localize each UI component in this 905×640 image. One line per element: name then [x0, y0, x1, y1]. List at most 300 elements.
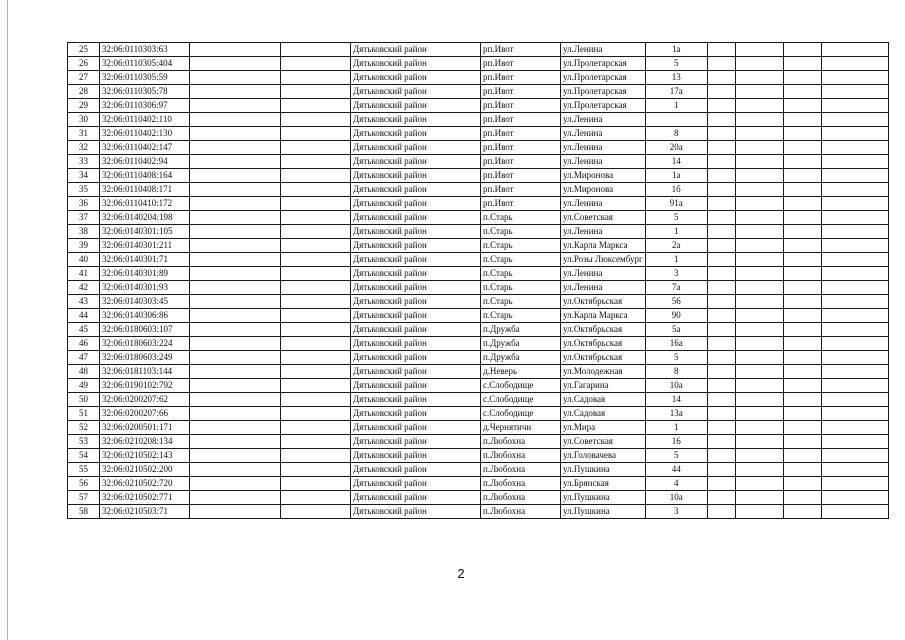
settlement-cell: рп.Ивот [481, 155, 561, 169]
cadastral-number-cell: 32:06:0180603:224 [100, 337, 190, 351]
district-cell: Дятьковский район [351, 127, 481, 141]
cadastral-number-cell: 32:06:0210503:71 [100, 505, 190, 519]
street-cell: ул.Ленина [561, 281, 646, 295]
empty-cell [190, 141, 281, 155]
table-row [68, 127, 889, 141]
settlement-cell: п.Любохна [481, 463, 561, 477]
empty-cell [783, 463, 821, 477]
empty-cell [821, 421, 888, 435]
empty-cell [707, 309, 735, 323]
empty-cell [821, 169, 888, 183]
row-number-cell: 55 [68, 463, 100, 477]
house-number-cell: 3 [645, 505, 707, 519]
row-number-cell: 29 [68, 99, 100, 113]
empty-cell [707, 113, 735, 127]
empty-cell [821, 281, 888, 295]
table-row [68, 491, 889, 505]
street-cell: ул.Октябрьская [561, 323, 646, 337]
district-cell: Дятьковский район [351, 281, 481, 295]
empty-cell [190, 463, 281, 477]
empty-cell [281, 365, 351, 379]
empty-cell [707, 421, 735, 435]
cadastral-number-cell: 32:06:0140204:198 [100, 211, 190, 225]
empty-cell [190, 57, 281, 71]
table-row [68, 365, 889, 379]
empty-cell [735, 253, 783, 267]
empty-cell [281, 309, 351, 323]
empty-cell [281, 99, 351, 113]
empty-cell [821, 323, 888, 337]
table-row [68, 239, 889, 253]
empty-cell [821, 113, 888, 127]
settlement-cell: рп.Ивот [481, 127, 561, 141]
house-number-cell: 90 [645, 309, 707, 323]
house-number-cell: 1 [645, 253, 707, 267]
house-number-cell: 14 [645, 393, 707, 407]
empty-cell [735, 407, 783, 421]
table-row [68, 183, 889, 197]
empty-cell [707, 71, 735, 85]
settlement-cell: рп.Ивот [481, 43, 561, 57]
empty-cell [707, 211, 735, 225]
district-cell: Дятьковский район [351, 491, 481, 505]
empty-cell [707, 43, 735, 57]
empty-cell [190, 449, 281, 463]
empty-cell [707, 239, 735, 253]
empty-cell [735, 57, 783, 71]
empty-cell [707, 253, 735, 267]
settlement-cell: с.Слободище [481, 407, 561, 421]
row-number-cell: 49 [68, 379, 100, 393]
row-number-cell: 30 [68, 113, 100, 127]
settlement-cell: рп.Ивот [481, 141, 561, 155]
empty-cell [735, 449, 783, 463]
row-number-cell: 35 [68, 183, 100, 197]
empty-cell [707, 225, 735, 239]
house-number-cell: 2а [645, 239, 707, 253]
empty-cell [821, 491, 888, 505]
district-cell: Дятьковский район [351, 379, 481, 393]
settlement-cell: рп.Ивот [481, 85, 561, 99]
empty-cell [735, 239, 783, 253]
table-row [68, 57, 889, 71]
row-number-cell: 54 [68, 449, 100, 463]
empty-cell [190, 295, 281, 309]
empty-cell [707, 435, 735, 449]
empty-cell [281, 477, 351, 491]
street-cell: ул.Розы Люксембург [561, 253, 646, 267]
empty-cell [190, 71, 281, 85]
empty-cell [190, 421, 281, 435]
empty-cell [281, 267, 351, 281]
empty-cell [281, 393, 351, 407]
house-number-cell: 17а [645, 85, 707, 99]
district-cell: Дятьковский район [351, 477, 481, 491]
district-cell: Дятьковский район [351, 407, 481, 421]
table-row [68, 99, 889, 113]
row-number-cell: 38 [68, 225, 100, 239]
empty-cell [707, 295, 735, 309]
empty-cell [821, 449, 888, 463]
table-row [68, 267, 889, 281]
street-cell: ул.Октябрьская [561, 351, 646, 365]
cadastral-number-cell: 32:06:0110305:59 [100, 71, 190, 85]
table-row [68, 141, 889, 155]
settlement-cell: п.Старь [481, 295, 561, 309]
empty-cell [190, 85, 281, 99]
cadastral-number-cell: 32:06:0140301:105 [100, 225, 190, 239]
settlement-cell: с.Слободище [481, 393, 561, 407]
street-cell: ул.Ленина [561, 127, 646, 141]
row-number-cell: 25 [68, 43, 100, 57]
house-number-cell: 7а [645, 281, 707, 295]
district-cell: Дятьковский район [351, 295, 481, 309]
empty-cell [707, 351, 735, 365]
house-number-cell: 44 [645, 463, 707, 477]
empty-cell [190, 337, 281, 351]
house-number-cell: 16а [645, 337, 707, 351]
district-cell: Дятьковский район [351, 309, 481, 323]
empty-cell [735, 211, 783, 225]
street-cell: ул.Пролетарская [561, 99, 646, 113]
empty-cell [783, 127, 821, 141]
cadastral-number-cell: 32:06:0140303:45 [100, 295, 190, 309]
district-cell: Дятьковский район [351, 393, 481, 407]
house-number-cell: 13а [645, 407, 707, 421]
empty-cell [821, 365, 888, 379]
empty-cell [821, 43, 888, 57]
empty-cell [821, 57, 888, 71]
empty-cell [783, 155, 821, 169]
cadastral-number-cell: 32:06:0110402:147 [100, 141, 190, 155]
empty-cell [783, 365, 821, 379]
row-number-cell: 36 [68, 197, 100, 211]
street-cell: ул.Пушкина [561, 463, 646, 477]
empty-cell [821, 267, 888, 281]
empty-cell [821, 71, 888, 85]
empty-cell [735, 505, 783, 519]
empty-cell [821, 337, 888, 351]
empty-cell [190, 211, 281, 225]
empty-cell [783, 85, 821, 99]
street-cell: ул.Карла Маркса [561, 239, 646, 253]
empty-cell [783, 43, 821, 57]
settlement-cell: п.Старь [481, 281, 561, 295]
empty-cell [707, 197, 735, 211]
row-number-cell: 53 [68, 435, 100, 449]
empty-cell [735, 99, 783, 113]
cadastral-number-cell: 32:06:0210502:200 [100, 463, 190, 477]
district-cell: Дятьковский район [351, 85, 481, 99]
house-number-cell [645, 113, 707, 127]
empty-cell [821, 197, 888, 211]
empty-cell [190, 309, 281, 323]
empty-cell [783, 435, 821, 449]
settlement-cell: п.Любохна [481, 505, 561, 519]
empty-cell [821, 463, 888, 477]
empty-cell [281, 225, 351, 239]
empty-cell [190, 393, 281, 407]
district-cell: Дятьковский район [351, 43, 481, 57]
house-number-cell: 1 [645, 225, 707, 239]
settlement-cell: д.Неверь [481, 365, 561, 379]
house-number-cell: 1 [645, 421, 707, 435]
table-row [68, 169, 889, 183]
settlement-cell: п.Старь [481, 309, 561, 323]
table-row [68, 323, 889, 337]
row-number-cell: 51 [68, 407, 100, 421]
street-cell: ул.Ленина [561, 267, 646, 281]
house-number-cell: 1а [645, 169, 707, 183]
empty-cell [190, 477, 281, 491]
house-number-cell: 91а [645, 197, 707, 211]
row-number-cell: 42 [68, 281, 100, 295]
house-number-cell: 1б [645, 183, 707, 197]
table-row [68, 435, 889, 449]
empty-cell [735, 435, 783, 449]
row-number-cell: 48 [68, 365, 100, 379]
empty-cell [281, 197, 351, 211]
table-row [68, 113, 889, 127]
empty-cell [783, 197, 821, 211]
district-cell: Дятьковский район [351, 57, 481, 71]
empty-cell [735, 127, 783, 141]
empty-cell [707, 281, 735, 295]
empty-cell [735, 477, 783, 491]
empty-cell [281, 463, 351, 477]
empty-cell [821, 127, 888, 141]
street-cell: ул.Карла Маркса [561, 309, 646, 323]
empty-cell [735, 281, 783, 295]
empty-cell [281, 71, 351, 85]
empty-cell [707, 127, 735, 141]
table-row [68, 337, 889, 351]
empty-cell [783, 141, 821, 155]
empty-cell [821, 379, 888, 393]
empty-cell [190, 113, 281, 127]
cadastral-number-cell: 32:06:0200207:62 [100, 393, 190, 407]
empty-cell [707, 57, 735, 71]
row-number-cell: 40 [68, 253, 100, 267]
empty-cell [190, 365, 281, 379]
empty-cell [821, 183, 888, 197]
table-row [68, 211, 889, 225]
empty-cell [707, 477, 735, 491]
empty-cell [735, 85, 783, 99]
empty-cell [707, 141, 735, 155]
empty-cell [735, 225, 783, 239]
empty-cell [281, 113, 351, 127]
street-cell: ул.Октябрьская [561, 295, 646, 309]
empty-cell [190, 197, 281, 211]
row-number-cell: 50 [68, 393, 100, 407]
cadastral-number-cell: 32:06:0140306:86 [100, 309, 190, 323]
district-cell: Дятьковский район [351, 183, 481, 197]
street-cell: ул.Советская [561, 435, 646, 449]
street-cell: ул.Садовая [561, 393, 646, 407]
house-number-cell: 14 [645, 155, 707, 169]
cadastral-number-cell: 32:06:0110408:171 [100, 183, 190, 197]
empty-cell [821, 85, 888, 99]
row-number-cell: 26 [68, 57, 100, 71]
district-cell: Дятьковский район [351, 169, 481, 183]
settlement-cell: п.Дружба [481, 337, 561, 351]
house-number-cell: 20а [645, 141, 707, 155]
table-row [68, 351, 889, 365]
table-row [68, 477, 889, 491]
empty-cell [821, 211, 888, 225]
empty-cell [735, 267, 783, 281]
street-cell: ул.Ленина [561, 197, 646, 211]
street-cell: ул.Пушкина [561, 491, 646, 505]
empty-cell [190, 379, 281, 393]
house-number-cell: 16 [645, 435, 707, 449]
empty-cell [783, 379, 821, 393]
empty-cell [190, 43, 281, 57]
empty-cell [735, 323, 783, 337]
empty-cell [735, 463, 783, 477]
empty-cell [735, 43, 783, 57]
empty-cell [190, 155, 281, 169]
cadastral-number-cell: 32:06:0210502:143 [100, 449, 190, 463]
scan-edge-line [7, 0, 8, 640]
empty-cell [783, 225, 821, 239]
empty-cell [281, 211, 351, 225]
district-cell: Дятьковский район [351, 337, 481, 351]
district-cell: Дятьковский район [351, 267, 481, 281]
empty-cell [821, 295, 888, 309]
cadastral-number-cell: 32:06:0181103:144 [100, 365, 190, 379]
table-row [68, 379, 889, 393]
page-number: 2 [457, 566, 465, 581]
house-number-cell: 5 [645, 351, 707, 365]
empty-cell [783, 99, 821, 113]
cadastral-number-cell: 32:06:0200501:171 [100, 421, 190, 435]
empty-cell [281, 351, 351, 365]
empty-cell [190, 183, 281, 197]
street-cell: ул.Головачева [561, 449, 646, 463]
table-row [68, 253, 889, 267]
row-number-cell: 47 [68, 351, 100, 365]
district-cell: Дятьковский район [351, 351, 481, 365]
table-row [68, 421, 889, 435]
street-cell: ул.Советская [561, 211, 646, 225]
district-cell: Дятьковский район [351, 505, 481, 519]
district-cell: Дятьковский район [351, 99, 481, 113]
empty-cell [735, 295, 783, 309]
street-cell: ул.Садовая [561, 407, 646, 421]
empty-cell [190, 281, 281, 295]
empty-cell [281, 253, 351, 267]
empty-cell [281, 169, 351, 183]
empty-cell [707, 449, 735, 463]
empty-cell [281, 379, 351, 393]
cadastral-number-cell: 32:06:0110408:164 [100, 169, 190, 183]
settlement-cell: п.Старь [481, 211, 561, 225]
row-number-cell: 34 [68, 169, 100, 183]
cadastral-number-cell: 32:06:0180603:107 [100, 323, 190, 337]
settlement-cell: п.Любохна [481, 449, 561, 463]
empty-cell [281, 43, 351, 57]
empty-cell [190, 99, 281, 113]
street-cell: ул.Молодежная [561, 365, 646, 379]
row-number-cell: 46 [68, 337, 100, 351]
empty-cell [783, 183, 821, 197]
street-cell: ул.Пролетарская [561, 71, 646, 85]
empty-cell [707, 407, 735, 421]
empty-cell [783, 491, 821, 505]
empty-cell [281, 57, 351, 71]
empty-cell [821, 309, 888, 323]
empty-cell [707, 323, 735, 337]
district-cell: Дятьковский район [351, 113, 481, 127]
house-number-cell: 1а [645, 43, 707, 57]
house-number-cell: 4 [645, 477, 707, 491]
empty-cell [783, 449, 821, 463]
district-cell: Дятьковский район [351, 449, 481, 463]
empty-cell [281, 127, 351, 141]
street-cell: ул.Ленина [561, 113, 646, 127]
empty-cell [281, 183, 351, 197]
empty-cell [190, 267, 281, 281]
empty-cell [190, 127, 281, 141]
empty-cell [821, 155, 888, 169]
empty-cell [281, 449, 351, 463]
house-number-cell: 56 [645, 295, 707, 309]
cadastral-number-cell: 32:06:0210208:134 [100, 435, 190, 449]
row-number-cell: 56 [68, 477, 100, 491]
house-number-cell: 5 [645, 57, 707, 71]
district-cell: Дятьковский район [351, 421, 481, 435]
row-number-cell: 58 [68, 505, 100, 519]
settlement-cell: рп.Ивот [481, 71, 561, 85]
empty-cell [821, 99, 888, 113]
empty-cell [783, 421, 821, 435]
settlement-cell: п.Старь [481, 267, 561, 281]
cadastral-number-cell: 32:06:0110402:110 [100, 113, 190, 127]
empty-cell [707, 379, 735, 393]
empty-cell [707, 85, 735, 99]
table-row [68, 407, 889, 421]
row-number-cell: 31 [68, 127, 100, 141]
empty-cell [281, 337, 351, 351]
cadastral-number-cell: 32:06:0140301:93 [100, 281, 190, 295]
district-cell: Дятьковский район [351, 141, 481, 155]
empty-cell [783, 393, 821, 407]
settlement-cell: рп.Ивот [481, 113, 561, 127]
district-cell: Дятьковский район [351, 365, 481, 379]
street-cell: ул.Мира [561, 421, 646, 435]
empty-cell [735, 379, 783, 393]
table-row [68, 463, 889, 477]
registry-table-body [68, 43, 889, 519]
empty-cell [735, 113, 783, 127]
empty-cell [783, 239, 821, 253]
cadastral-number-cell: 32:06:0210502:771 [100, 491, 190, 505]
empty-cell [783, 281, 821, 295]
empty-cell [735, 393, 783, 407]
table-row [68, 449, 889, 463]
empty-cell [281, 155, 351, 169]
cadastral-number-cell: 32:06:0180603:249 [100, 351, 190, 365]
cadastral-number-cell: 32:06:0110402:130 [100, 127, 190, 141]
empty-cell [707, 505, 735, 519]
empty-cell [281, 421, 351, 435]
row-number-cell: 41 [68, 267, 100, 281]
empty-cell [783, 113, 821, 127]
empty-cell [783, 337, 821, 351]
settlement-cell: рп.Ивот [481, 197, 561, 211]
